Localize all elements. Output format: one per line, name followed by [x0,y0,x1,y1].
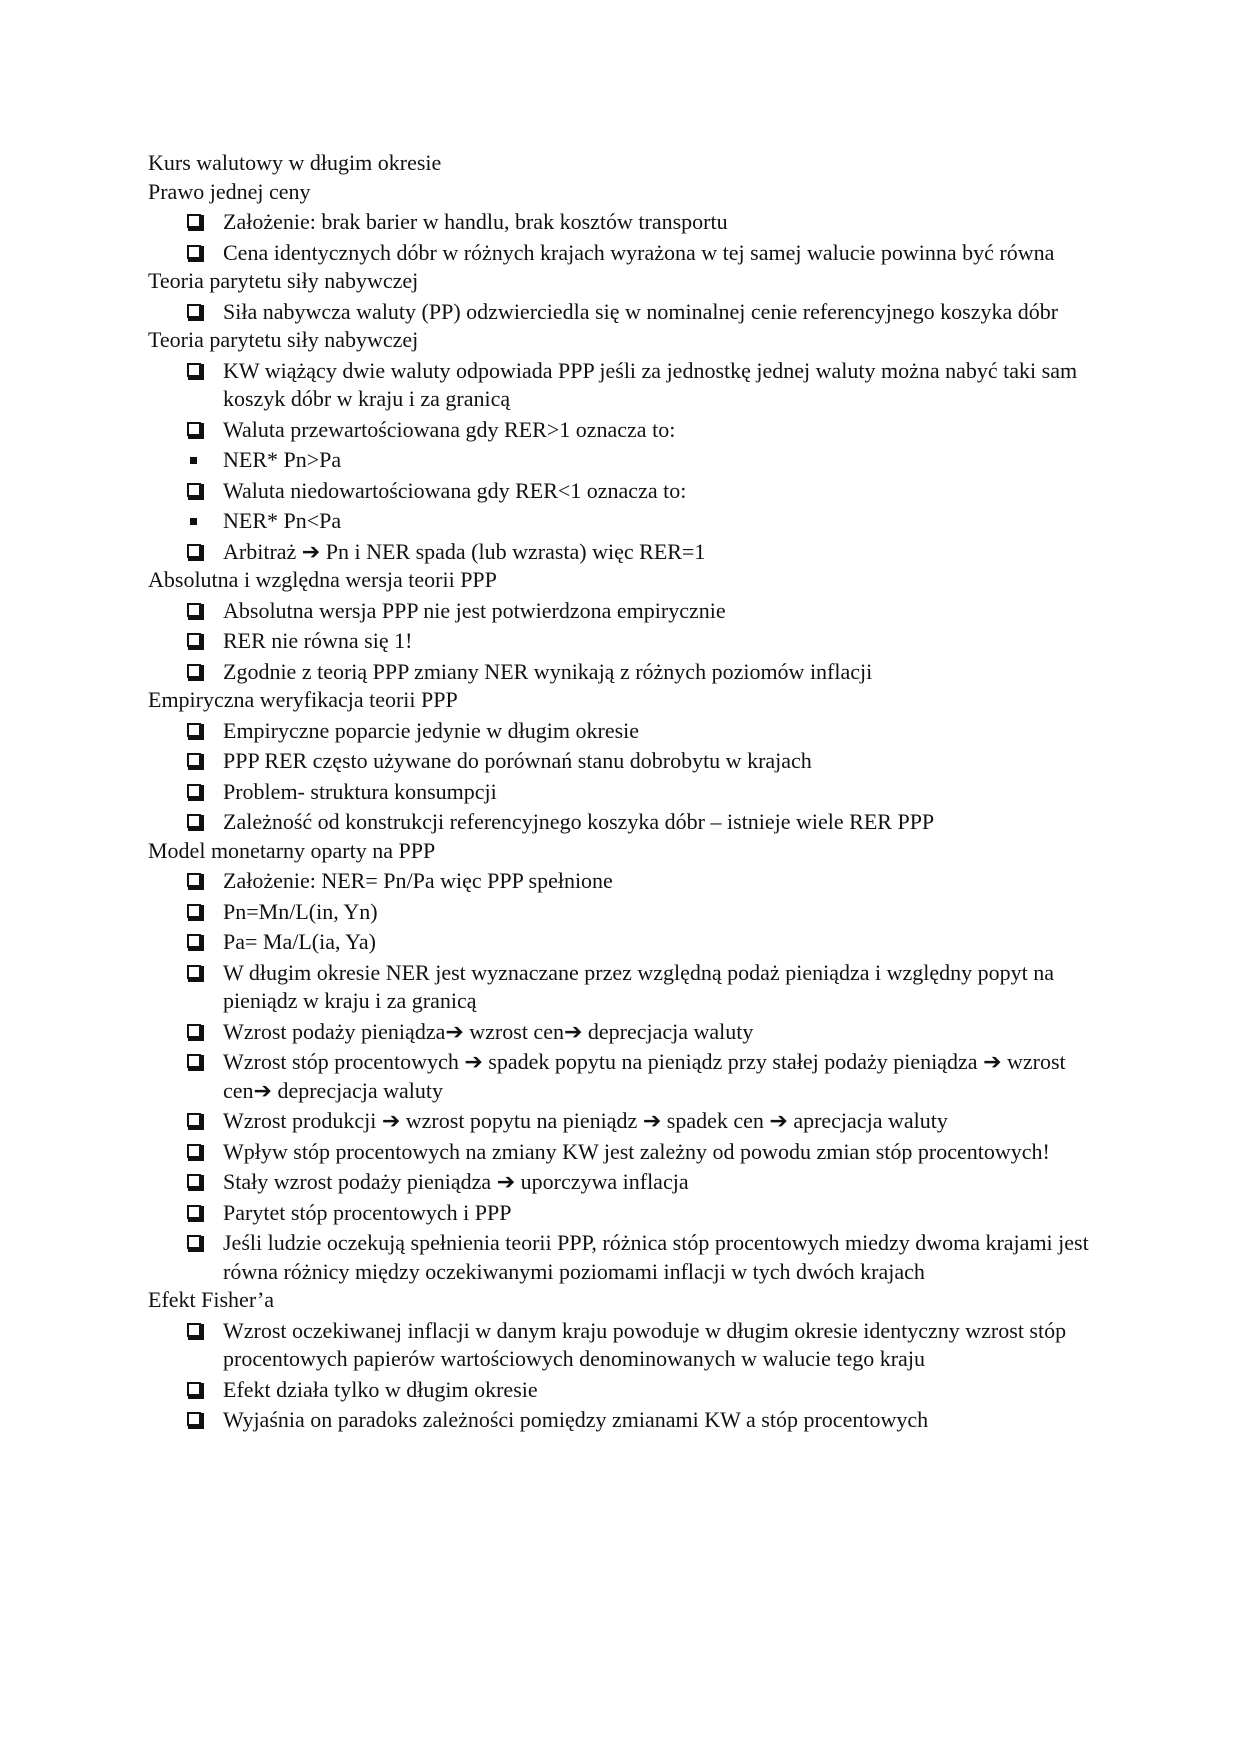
list-item [148,208,1098,237]
list-marker [186,658,210,687]
list-marker [186,239,210,268]
list-marker [186,1048,210,1077]
section-heading: Teoria parytetu siły nabywczej [148,327,419,352]
list-marker [186,507,210,536]
checkbox-icon [187,1235,201,1249]
list-item [148,1018,1098,1047]
checkbox-icon [187,873,201,887]
list-marker [186,959,210,988]
checkbox-icon [187,1174,201,1188]
list-marker [186,1138,210,1167]
list-item [148,538,1098,567]
list-marker [186,477,210,506]
list-item-text: Założenie: brak barier w handlu, brak kosztów transportu [223,209,728,234]
list-item-text: Wzrost podaży pieniądza➔ wzrost cen➔ deprecjacja waluty [223,1018,754,1044]
checkbox-icon [187,753,201,767]
checkbox-icon [187,304,201,318]
list-marker [186,928,210,957]
square-bullet-icon [190,457,197,464]
list-marker [186,416,210,445]
checkbox-icon [187,784,201,798]
list-item [148,778,1098,807]
list-item [148,867,1098,896]
list-marker [186,1406,210,1435]
list-marker [186,597,210,626]
list-item-text: Wzrost stóp procentowych ➔ spadek popytu na pieniądz przy stałej podaży pieniądza ➔ wzrost cen➔ deprecjacja waluty [223,1049,1066,1103]
list-marker [186,778,210,807]
list-item-text: Jeśli ludzie oczekują spełnienia teorii PPP, różnica stóp procentowych miedzy dwoma krajami jest równa różnicy między oczekiwanymi poziomami inflacji w tych dwóch krajach [223,1230,1089,1284]
checkbox-icon [187,723,201,737]
list-item [148,1317,1098,1374]
checkbox-icon [187,633,201,647]
list-item-text: W długim okresie NER jest wyznaczane przez względną podaż pieniądza i względny popyt na pieniądz w kraju i za granicą [223,959,1055,1013]
list-item [148,747,1098,776]
list-marker [186,1229,210,1258]
list-item [148,298,1098,327]
checkbox-icon [187,664,201,678]
checkbox-icon [187,1205,201,1219]
list-item [148,898,1098,927]
list-marker [186,298,210,327]
list-item [148,446,1098,475]
list-marker [186,717,210,746]
list-item [148,1229,1098,1286]
list-item-text: PPP RER często używane do porównań stanu dobrobytu w krajach [223,748,812,773]
checkbox-icon [187,1024,201,1038]
list-marker [186,808,210,837]
list-item [148,1138,1098,1167]
list-marker [186,1317,210,1346]
checkbox-icon [187,965,201,979]
list-item-text: Cena identycznych dóbr w różnych krajach wyrażona w tej samej walucie powinna być równa [223,239,1055,265]
list-item [148,1168,1098,1197]
list-marker [186,1376,210,1405]
list-item-text: Siła nabywcza waluty (PP) odzwierciedla się w nominalnej cenie referencyjnego koszyka dóbr [223,298,1059,324]
list-item-text: Efekt działa tylko w długim okresie [223,1376,538,1402]
list-item [148,959,1098,1016]
list-marker [186,208,210,237]
list-marker [186,1199,210,1228]
checkbox-icon [187,483,201,497]
list-item-text: Waluta przewartościowana gdy RER>1 oznacza to: [223,416,676,442]
list-marker [186,1018,210,1047]
checkbox-icon [187,1144,201,1158]
checkbox-icon [187,544,201,558]
list-item [148,1107,1098,1136]
checkbox-icon [187,603,201,617]
section-heading: Prawo jednej ceny [148,178,311,204]
section-heading: Absolutna i względna wersja teorii PPP [148,567,497,592]
checkbox-icon [187,1382,201,1396]
list-marker [186,1107,210,1136]
list-item-text: Zgodnie z teorią PPP zmiany NER wynikają z różnych poziomów inflacji [223,658,873,684]
checkbox-icon [187,245,201,259]
list-item-text: Problem- struktura konsumpcji [223,778,497,804]
list-item-text: KW wiążący dwie waluty odpowiada PPP jeśli za jednostkę jednej waluty można nabyć taki sam koszyk dóbr w kraju i za granicą [223,357,1078,411]
list-item [148,357,1098,414]
list-item [148,1199,1098,1228]
square-bullet-icon [190,518,197,525]
list-item-text: RER nie równa się 1! [223,628,413,653]
list-item [148,928,1098,957]
checkbox-icon [187,1323,201,1337]
list-item [148,627,1098,656]
list-item-text: Arbitraż ➔ Pn i NER spada (lub wzrasta) więc RER=1 [223,538,706,564]
list-item-text: Wpływ stóp procentowych na zmiany KW jest zależny od powodu zmian stóp procentowych! [223,1138,1050,1164]
list-marker [186,1168,210,1197]
list-item [148,416,1098,445]
checkbox-icon [187,1054,201,1068]
list-item [148,1406,1098,1435]
list-item-text: Empiryczne poparcie jedynie w długim okresie [223,717,640,743]
checkbox-icon [187,214,201,228]
checkbox-icon [187,363,201,377]
checkbox-icon [187,1412,201,1426]
list-item-text: Waluta niedowartościowana gdy RER<1 oznacza to: [223,477,687,503]
list-marker [186,538,210,567]
list-item [148,808,1098,837]
list-item-text: Pn=Mn/L(in, Yn) [223,898,378,924]
section-heading: Kurs walutowy w długim okresie [148,150,442,175]
list-item [148,507,1098,536]
list-item-text: Wzrost produkcji ➔ wzrost popytu na pieniądz ➔ spadek cen ➔ aprecjacja waluty [223,1108,948,1133]
checkbox-icon [187,422,201,436]
section-heading: Efekt Fisher’a [148,1287,275,1312]
list-item [148,658,1098,687]
list-item [148,717,1098,746]
list-item [148,1048,1098,1105]
list-marker [186,446,210,475]
list-item [148,597,1098,626]
list-marker [186,627,210,656]
checkbox-icon [187,814,201,828]
list-item-text: Zależność od konstrukcji referencyjnego koszyka dóbr – istnieje wiele RER PPP [223,809,935,834]
list-item-text: Założenie: NER= Pn/Pa więc PPP spełnione [223,868,613,893]
list-item-text: Pa= Ma/L(ia, Ya) [223,929,376,954]
section-heading: Model monetarny oparty na PPP [148,837,436,863]
list-marker [186,747,210,776]
list-item-text: Wzrost oczekiwanej inflacji w danym kraju powoduje w długim okresie identyczny wzrost stóp procentowych papierów wartościowych denominowanych w walucie tego kraju [223,1317,1067,1371]
list-item-text: Absolutna wersja PPP nie jest potwierdzona empirycznie [223,597,726,623]
section-heading: Empiryczna weryfikacja teorii PPP [148,687,458,712]
list-marker [186,898,210,927]
checkbox-icon [187,1113,201,1127]
list-item [148,1376,1098,1405]
list-marker [186,867,210,896]
document-body [148,149,1098,1435]
checkbox-icon [187,934,201,948]
list-item [148,477,1098,506]
checkbox-icon [187,904,201,918]
list-item [148,239,1098,268]
list-item-text: Wyjaśnia on paradoks zależności pomiędzy zmianami KW a stóp procentowych [223,1407,929,1432]
list-item-text: NER* Pn>Pa [223,447,342,472]
section-heading: Teoria parytetu siły nabywczej [148,268,419,293]
list-marker [186,357,210,386]
list-item-text: Parytet stóp procentowych i PPP [223,1199,512,1225]
list-item-text: NER* Pn<Pa [223,508,342,533]
list-item-text: Stały wzrost podaży pieniądza ➔ uporczywa inflacja [223,1169,689,1194]
